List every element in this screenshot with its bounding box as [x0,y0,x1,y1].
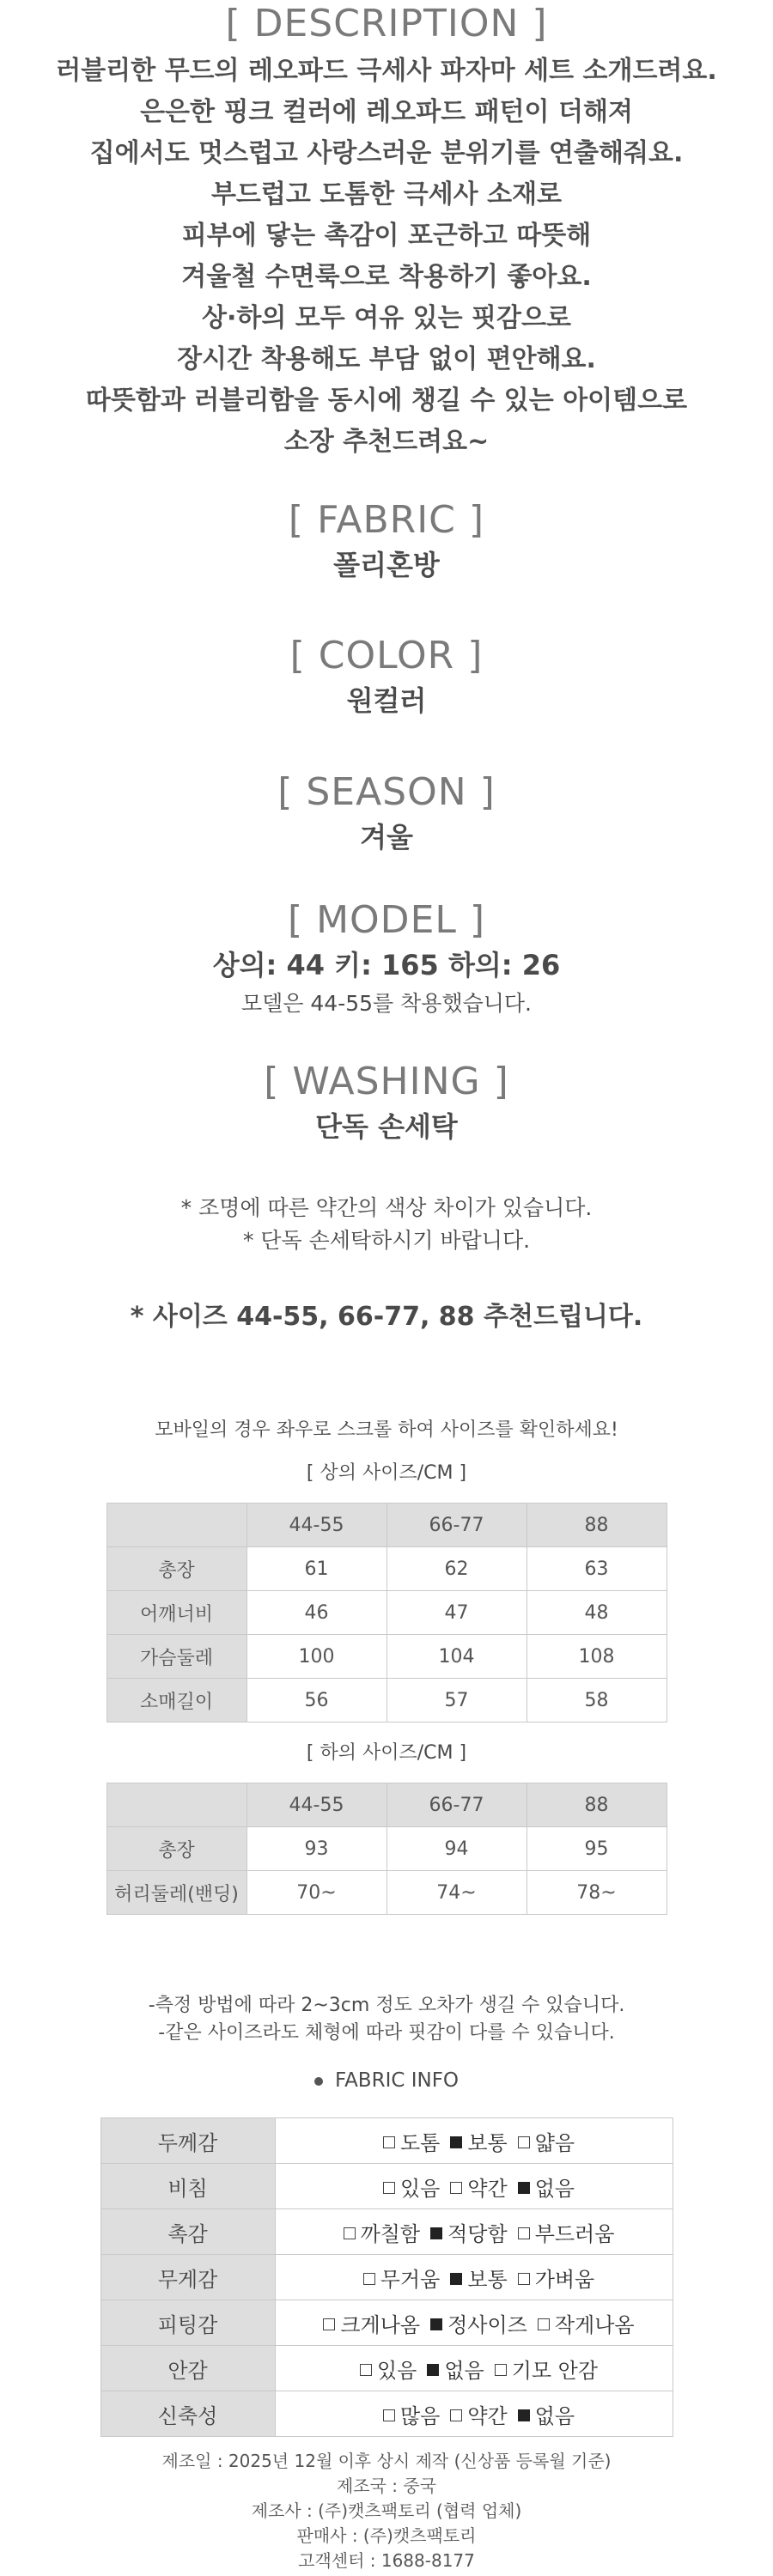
description-line: 소장 추천드려요~ [283,427,490,457]
table-cell: 48 [526,1591,666,1635]
row-header: 총장 [107,1547,247,1591]
table-cell: 108 [526,1635,666,1679]
description-line: 은은한 핑크 컬러에 레오파드 패턴이 더해져 [140,97,633,127]
table-cell: 100 [247,1635,386,1679]
column-header: 88 [526,1783,666,1827]
fabric-info-row [100,2118,673,2164]
footer-line: 판매사 : (주)캣츠팩토리 [296,2525,477,2546]
unchecked-checkbox-icon [538,2318,550,2330]
top-size-title: [ 상의 사이즈/CM ] [306,1462,467,1484]
fabric-info-options [275,2391,673,2437]
bullet-icon [314,2077,323,2086]
table-row [107,1679,666,1722]
checked-checkbox-icon [518,2409,530,2421]
fabric-info-label: 두께감 [100,2118,275,2164]
unchecked-checkbox-icon [383,2409,395,2421]
fabric-info-option-label: 보통 [467,2130,508,2155]
unchecked-checkbox-icon [518,2136,530,2148]
top-size-table [107,1503,667,1722]
table-cell: 58 [526,1679,666,1722]
unchecked-checkbox-icon [450,2409,462,2421]
column-header: 88 [526,1504,666,1547]
fabric-info-option-label: 적당함 [447,2221,508,2246]
unchecked-checkbox-icon [450,2182,462,2194]
table-row [107,1635,666,1679]
row-header: 어깨너비 [107,1591,247,1635]
washing-title: [ WASHING ] [264,1060,509,1103]
table-corner [107,1783,247,1827]
washing-value: 단독 손세탁 [315,1110,458,1143]
description-line: 상·하의 모두 여유 있는 핏감으로 [202,303,571,333]
care-note: * 단독 손세탁하시기 바랍니다. [242,1228,531,1253]
model-section [0,898,773,1018]
fabric-info-label: 안감 [100,2346,275,2391]
table-cell: 93 [247,1827,386,1871]
mobile-note: 모바일의 경우 좌우로 스크롤 하여 사이즈를 확인하세요! [155,1419,618,1441]
season-title: [ SEASON ] [277,770,496,814]
fabric-info-options [275,2209,673,2255]
season-value: 겨울 [360,821,413,854]
fabric-info-option-label: 도톰 [399,2130,441,2155]
fabric-info-row [100,2255,673,2300]
fabric-info-option-label: 있음 [399,2176,441,2201]
description-title: [ DESCRIPTION ] [225,2,548,46]
fabric-info-option-label: 있음 [376,2358,417,2383]
model-note: 모델은 44-55를 착용했습니다. [241,991,532,1016]
checked-checkbox-icon [430,2318,442,2330]
fabric-info-row [100,2300,673,2346]
description-line: 부드럽고 도톰한 극세사 소재로 [210,179,563,210]
bottom-size-title: [ 하의 사이즈/CM ] [306,1742,467,1764]
table-cell: 104 [386,1635,526,1679]
column-header: 44-55 [247,1504,386,1547]
table-cell: 70~ [247,1871,386,1915]
fabric-info-label: 무게감 [100,2255,275,2300]
table-cell: 61 [247,1547,386,1591]
table-cell: 95 [526,1827,666,1871]
fabric-info-label: 피팅감 [100,2300,275,2346]
table-row [107,1547,666,1591]
fabric-info-option-label: 보통 [467,2267,508,2292]
description-section [0,2,773,463]
table-row [107,1591,666,1635]
fabric-info-row [100,2209,673,2255]
table-row [107,1827,666,1871]
care-note: * 조명에 따른 약간의 색상 차이가 있습니다. [180,1195,593,1220]
table-cell: 46 [247,1591,386,1635]
fabric-info-heading [0,2069,773,2092]
unchecked-checkbox-icon [363,2273,375,2285]
color-value: 원컬러 [346,684,427,717]
color-section [0,634,773,719]
fabric-info-option-label: 없음 [444,2358,484,2383]
fabric-info-row [100,2346,673,2391]
fabric-info-row [100,2164,673,2209]
fabric-info-option-label: 약간 [467,2176,508,2201]
unchecked-checkbox-icon [495,2364,507,2376]
product-info-footer [0,2449,773,2573]
fabric-info-label: 비침 [100,2164,275,2209]
bottom-size-table [107,1783,667,1915]
row-header: 소매길이 [107,1679,247,1722]
footer-line: 제조일 : 2025년 12월 이후 상시 제작 (신상품 등록월 기준) [161,2451,612,2471]
fabric-info-option-label: 얇음 [534,2130,575,2155]
fabric-info-options [275,2118,673,2164]
model-value: 상의: 44 키: 165 하의: 26 [212,949,561,981]
table-cell: 62 [386,1547,526,1591]
fabric-section [0,498,773,583]
table-cell: 78~ [526,1871,666,1915]
row-header: 가슴둘레 [107,1635,247,1679]
size-recommend [0,1295,773,1333]
description-line: 겨울철 수면룩으로 착용하기 좋아요. [181,262,592,292]
checked-checkbox-icon [518,2182,530,2194]
description-line: 피부에 닿는 촉감이 포근하고 따뜻해 [181,221,592,251]
description-text [0,51,773,463]
measure-notes [0,1992,773,2047]
fabric-info-options [275,2255,673,2300]
fabric-title: [ FABRIC ] [288,498,485,542]
fabric-info-option-label: 크게나옴 [340,2312,421,2337]
top-size-table-wrap [0,1503,773,1722]
fabric-info-option-label: 없음 [534,2403,575,2428]
description-line: 장시간 착용해도 부담 없이 편안해요. [177,344,596,374]
washing-section [0,1060,773,1145]
unchecked-checkbox-icon [518,2273,530,2285]
fabric-info-option-label: 없음 [534,2176,575,2201]
fabric-info-option-label: 가벼움 [534,2267,595,2292]
table-cell: 94 [386,1827,526,1871]
table-cell: 74~ [386,1871,526,1915]
care-notes [0,1192,773,1257]
measure-note: -같은 사이즈라도 체형에 따라 핏감이 다를 수 있습니다. [158,2022,615,2044]
unchecked-checkbox-icon [323,2318,335,2330]
footer-line: 고객센터 : 1688-8177 [298,2550,475,2571]
fabric-info-option-label: 까칠함 [360,2221,421,2246]
column-header: 66-77 [386,1504,526,1547]
color-title: [ COLOR ] [289,634,484,677]
unchecked-checkbox-icon [383,2182,395,2194]
column-header: 66-77 [386,1783,526,1827]
fabric-info-option-label: 무거움 [380,2267,441,2292]
fabric-info-options [275,2164,673,2209]
fabric-info-option-label: 작게나옴 [554,2312,635,2337]
checked-checkbox-icon [450,2136,462,2148]
description-line: 러블리한 무드의 레오파드 극세사 파자마 세트 소개드려요. [56,56,717,86]
fabric-info-table [100,2117,673,2437]
fabric-info-title: FABRIC INFO [334,2069,460,2092]
model-title: [ MODEL ] [287,898,486,942]
fabric-info-option-label: 많음 [399,2403,441,2428]
table-cell: 47 [386,1591,526,1635]
fabric-info-options [275,2346,673,2391]
fabric-info-option-label: 부드러움 [534,2221,615,2246]
measure-note: -측정 방법에 따라 2~3cm 정도 오차가 생길 수 있습니다. [148,1995,625,2016]
season-section [0,770,773,855]
unchecked-checkbox-icon [518,2227,530,2239]
table-corner [107,1504,247,1547]
fabric-info-table-wrap [0,2117,773,2437]
bottom-size-table-wrap [0,1783,773,1915]
row-header: 총장 [107,1827,247,1871]
column-header: 44-55 [247,1783,386,1827]
fabric-info-option-label: 기모 안감 [511,2358,599,2383]
fabric-info-label: 신축성 [100,2391,275,2437]
footer-line: 제조사 : (주)캣츠팩토리 (협력 업체) [251,2500,522,2521]
description-line: 집에서도 멋스럽고 사랑스러운 분위기를 연출해줘요. [89,138,684,168]
fabric-info-option-label: 약간 [467,2403,508,2428]
fabric-info-label: 촉감 [100,2209,275,2255]
fabric-value: 폴리혼방 [333,549,440,581]
table-cell: 57 [386,1679,526,1722]
checked-checkbox-icon [450,2273,462,2285]
footer-line: 제조국 : 중국 [336,2476,437,2496]
table-cell: 56 [247,1679,386,1722]
unchecked-checkbox-icon [360,2364,372,2376]
unchecked-checkbox-icon [383,2136,395,2148]
description-line: 따뜻함과 러블리함을 동시에 챙길 수 있는 아이템으로 [85,386,688,416]
checked-checkbox-icon [427,2364,439,2376]
checked-checkbox-icon [430,2227,442,2239]
table-cell: 63 [526,1547,666,1591]
size-recommend-text: * 사이즈 44-55, 66-77, 88 추천드립니다. [130,1302,643,1332]
fabric-info-row [100,2391,673,2437]
fabric-info-options [275,2300,673,2346]
table-row [107,1871,666,1915]
row-header: 허리둘레(밴딩) [107,1871,247,1915]
unchecked-checkbox-icon [344,2227,356,2239]
fabric-info-option-label: 정사이즈 [447,2312,527,2337]
